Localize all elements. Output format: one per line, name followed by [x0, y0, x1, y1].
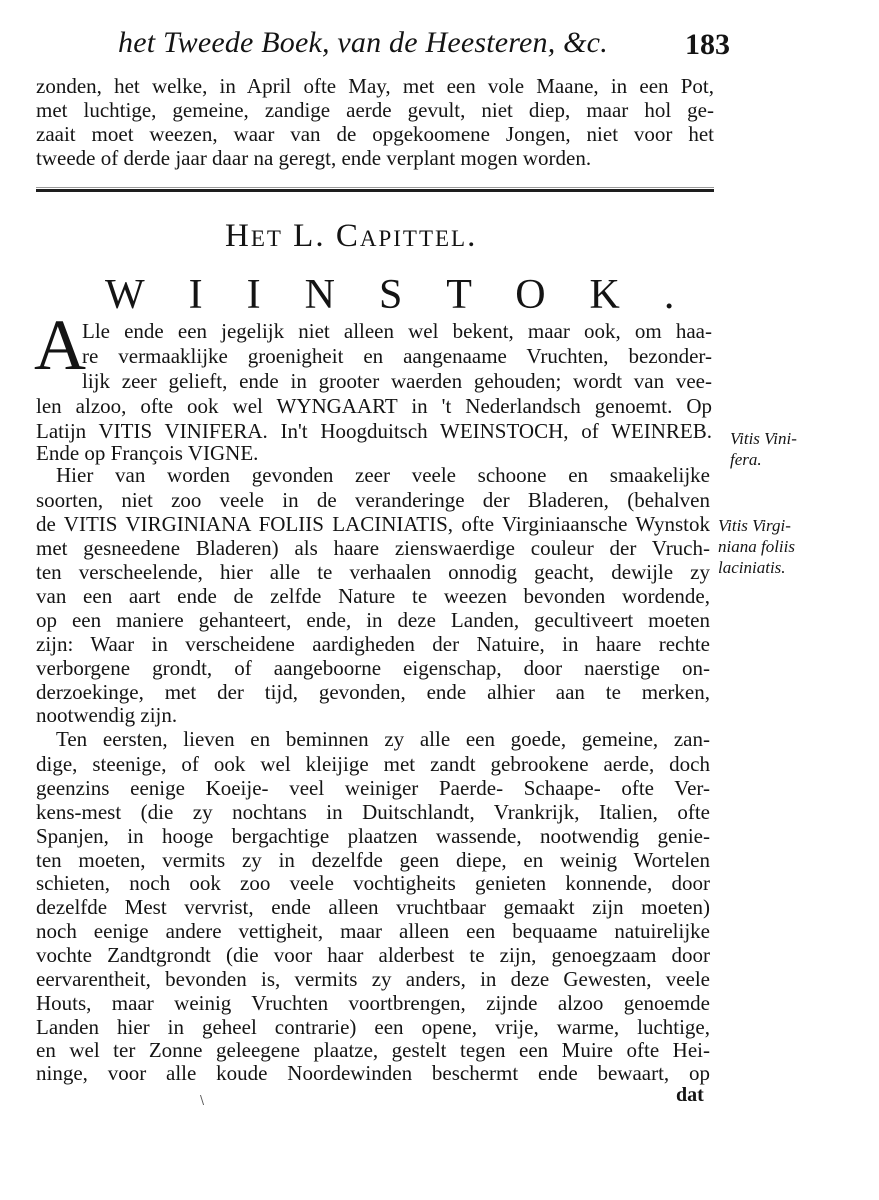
text-line: dige, steenige, of ook wel kleijige met zandt gebrookene aerde, doch: [36, 752, 710, 776]
margin-note: Vitis Vini- fera.: [730, 429, 797, 469]
text-line: ten verscheelende, hier alle te verhaalen onnodig geacht, dewijle zy: [36, 560, 710, 584]
text-line: ten moeten, vermits zy in dezelfde geen diepe, en weinig Wortelen: [36, 848, 710, 872]
text-line: met luchtige, gemeine, zandige aerde gevult, niet diep, maar hol ge-: [36, 98, 714, 122]
text-line: zaait moet weezen, waar van de opgekoomene Jongen, niet voor het: [36, 122, 714, 146]
text-line: schieten, noch ook zoo veele vochtigheits genieten konnende, door: [36, 871, 710, 895]
text-line: Hier van worden gevonden zeer veele schoone en smaakelijke: [56, 463, 710, 487]
text-line: geenzins eenige Koeije- veel weiniger Paerde- Schaape- ofte Ver-: [36, 776, 710, 800]
text-line: de VITIS VIRGINIANA FOLIIS LACINIATIS, ofte Virginiaansche Wynstok: [36, 512, 710, 536]
text-line: Ten eersten, lieven en beminnen zy alle een goede, gemeine, zan-: [56, 727, 710, 751]
text-line: en wel ter Zonne geleegene plaatze, gestelt tegen een Muire ofte Hei-: [36, 1038, 710, 1062]
text-line: Houts, maar weinig Vruchten voortbrengen, zijnde alzoo genoemde: [36, 991, 710, 1015]
text-line: Landen hier in geheel contrarie) een opene, vrije, warme, luchtige,: [36, 1015, 710, 1039]
text-line: Lle ende een jegelijk niet alleen wel bekent, maar ook, om haa-: [82, 319, 712, 343]
chapter-label: Het L. Capittel.: [225, 218, 478, 254]
text-line: re vermaaklijke groenigheit en aangenaame Vruchten, bezonder-: [82, 344, 712, 368]
catchword: dat: [676, 1084, 704, 1106]
text-line: dezelfde Mest vervrist, ende alleen vruchtbaar gemaakt zijn moeten): [36, 895, 710, 919]
text-line: nootwendig zijn.: [36, 703, 178, 727]
margin-note: Vitis Virgi- niana foliis laciniatis.: [718, 516, 795, 577]
stray-mark: \: [200, 1093, 205, 1107]
page-number: 183: [685, 28, 730, 61]
text-line: tweede of derde jaar daar na geregt, ende verplant mogen worden.: [36, 146, 592, 170]
text-line: eervarentheit, bevonden is, vermits zy anders, in deze Gewesten, veele: [36, 967, 710, 991]
text-line: soorten, niet zoo veele in de veranderinge der Bladeren, (behalven: [36, 488, 710, 512]
text-line: vochte Zandtgrondt (die voor haar alderbest te zijn, genoegzaam door: [36, 943, 710, 967]
text-line: Latijn VITIS VINIFERA. In't Hoogduitsch WEINSTOCH, of WEINREB.: [36, 419, 712, 443]
text-line: zonden, het welke, in April ofte May, met een vole Maane, in een Pot,: [36, 74, 714, 98]
text-line: van een aart ende de zelfde Nature te weezen bevonden wordende,: [36, 584, 710, 608]
text-line: Spanjen, in hooge bergachtige plaatzen wassende, nootwendig genie-: [36, 824, 710, 848]
text-line: noch eenige andere vettigheit, maar alleen een bequaame natuirelijke: [36, 919, 710, 943]
text-line: ninge, voor alle koude Noordewinden beschermt ende bewaart, op: [36, 1061, 710, 1085]
drop-initial: A: [34, 305, 86, 385]
text-line: len alzoo, ofte ook wel WYNGAART in 't Nederlandsch genoemt. Op: [36, 394, 712, 418]
text-line: kens-mest (die zy nochtans in Duitschlandt, Vrankrijk, Italien, ofte: [36, 800, 710, 824]
text-line: derzoekinge, met der tijd, gevonden, ende alhier aan te merken,: [36, 680, 710, 704]
text-line: verborgene grondt, of aangeboorne eigenschap, door naerstige on-: [36, 656, 710, 680]
text-line: lijk zeer gelieft, ende in grooter waerden gehouden; wordt van vee-: [82, 369, 712, 393]
text-line: met gesneedene Bladeren) als haare zienswaerdige couleur der Vruch-: [36, 536, 710, 560]
running-title: het Tweede Boek, van de Heesteren, &c.: [118, 26, 608, 59]
text-line: Ende op François VIGNE.: [36, 441, 259, 465]
chapter-title: WIINSTOK.: [105, 272, 719, 318]
text-line: op een maniere gehanteert, ende, in deze Landen, gecultiveert moeten: [36, 608, 710, 632]
text-line: zijn: Waar in verscheidene aardigheden der Natuire, in haare rechte: [36, 632, 710, 656]
